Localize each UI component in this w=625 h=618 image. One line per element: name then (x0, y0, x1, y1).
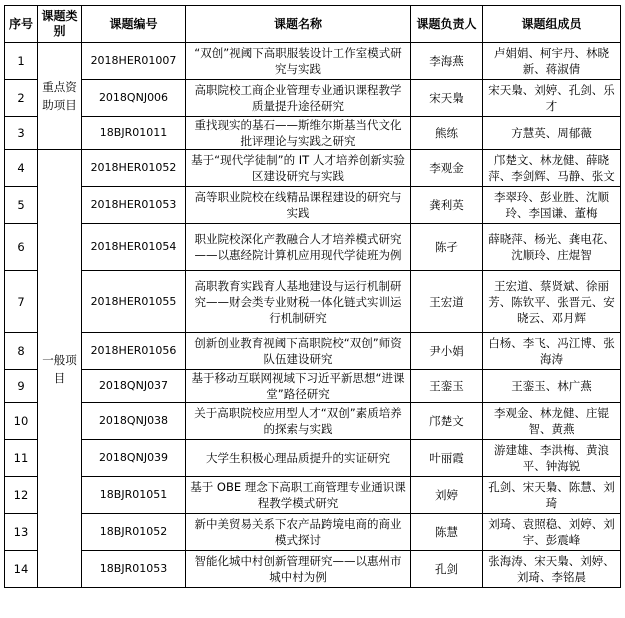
project-members: 卢娟娟、柯宇丹、林晓新、蒋淑倩 (483, 43, 621, 80)
table-row (5, 150, 621, 187)
table-row (5, 370, 621, 403)
project-code: 2018HER01056 (82, 333, 186, 370)
project-members: 孔剑、宋天梟、陈慧、刘琦 (483, 477, 621, 514)
table-row (5, 403, 621, 440)
table-row (5, 514, 621, 551)
row-number: 9 (5, 370, 38, 403)
header-name: 课题名称 (186, 6, 411, 43)
row-number: 7 (5, 271, 38, 333)
project-members: 白杨、李飞、冯江博、张海涛 (483, 333, 621, 370)
project-leader: 李观金 (411, 150, 483, 187)
header-type: 课题类别 (38, 6, 82, 43)
project-name: 高职院校工商企业管理专业通识课程教学质量提升途径研究 (186, 80, 411, 117)
project-members: 王銮玉、林广燕 (483, 370, 621, 403)
project-leader: 熊练 (411, 117, 483, 150)
row-number: 2 (5, 80, 38, 117)
project-name: 大学生积极心理品质提升的实证研究 (186, 440, 411, 477)
project-name: 基于 OBE 理念下高职工商管理专业通识课程教学模式研究 (186, 477, 411, 514)
project-leader: 尹小娟 (411, 333, 483, 370)
project-name: 重找现实的基石——斯维尔斯基当代文化批评理论与实践之研究 (186, 117, 411, 150)
project-members: 方慧英、周郁薇 (483, 117, 621, 150)
project-code: 2018HER01007 (82, 43, 186, 80)
project-members: 刘琦、袁照稳、刘婷、刘宇、彭震峰 (483, 514, 621, 551)
project-members: 宋天梟、刘婷、孔剑、乐才 (483, 80, 621, 117)
header-members: 课题组成员 (483, 6, 621, 43)
project-members: 李翠玲、彭业胜、沈顺玲、李国谦、董梅 (483, 187, 621, 224)
row-number: 5 (5, 187, 38, 224)
table-row (5, 117, 621, 150)
project-members: 王宏道、蔡贤斌、徐丽芳、陈钦平、张晋元、安晓云、邓月辉 (483, 271, 621, 333)
project-code: 18BJR01011 (82, 117, 186, 150)
project-name: 智能化城中村创新管理研究——以惠州市城中村为例 (186, 551, 411, 588)
project-code: 18BJR01053 (82, 551, 186, 588)
row-number: 10 (5, 403, 38, 440)
project-code: 2018QNJ037 (82, 370, 186, 403)
row-number: 6 (5, 224, 38, 271)
row-number: 4 (5, 150, 38, 187)
table-row (5, 440, 621, 477)
project-name: 高等职业院校在线精品课程建设的研究与实践 (186, 187, 411, 224)
table-row (5, 187, 621, 224)
project-code: 2018QNJ039 (82, 440, 186, 477)
project-code: 18BJR01052 (82, 514, 186, 551)
project-code: 2018QNJ038 (82, 403, 186, 440)
project-leader: 陈孑 (411, 224, 483, 271)
project-leader: 叶丽霞 (411, 440, 483, 477)
header-row (5, 6, 621, 43)
header-no: 序号 (5, 6, 38, 43)
project-members: 薛晓萍、杨光、龚电花、沈顺玲、庄焜智 (483, 224, 621, 271)
project-name: 基于“现代学徒制”的 IT 人才培养创新实验区建设研究与实践 (186, 150, 411, 187)
category-general: 一般项目 (38, 150, 82, 588)
project-name: 职业院校深化产教融合人才培养模式研究——以惠经院计算机应用现代学徒班为例 (186, 224, 411, 271)
project-members: 游建雄、李洪梅、黄浪平、钟海锐 (483, 440, 621, 477)
project-members: 邝楚文、林龙健、薛晓萍、李剑辉、马静、张文 (483, 150, 621, 187)
project-members: 张海涛、宋天梟、刘婷、刘琦、李铭晨 (483, 551, 621, 588)
project-code: 18BJR01051 (82, 477, 186, 514)
project-name: “双创”视阈下高职服装设计工作室模式研究与实践 (186, 43, 411, 80)
project-leader: 孔剑 (411, 551, 483, 588)
category-key: 重点资助项目 (38, 43, 82, 150)
row-number: 8 (5, 333, 38, 370)
project-leader: 龚利英 (411, 187, 483, 224)
table-row (5, 43, 621, 80)
row-number: 14 (5, 551, 38, 588)
project-table (4, 5, 621, 588)
header-leader: 课题负责人 (411, 6, 483, 43)
project-leader: 邝楚文 (411, 403, 483, 440)
project-name: 关于高职院校应用型人才“双创”素质培养的探索与实践 (186, 403, 411, 440)
table-row (5, 224, 621, 271)
project-members: 李观金、林龙健、庄锟智、黄燕 (483, 403, 621, 440)
project-name: 创新创业教育视阈下高职院校“双创”师资队伍建设研究 (186, 333, 411, 370)
project-leader: 李海燕 (411, 43, 483, 80)
project-name: 高职教育实践育人基地建设与运行机制研究——财会类专业财税一体化链式实训运行机制研究 (186, 271, 411, 333)
project-leader: 刘婷 (411, 477, 483, 514)
row-number: 3 (5, 117, 38, 150)
table-row (5, 333, 621, 370)
table-row (5, 477, 621, 514)
project-leader: 宋天梟 (411, 80, 483, 117)
project-code: 2018HER01052 (82, 150, 186, 187)
row-number: 12 (5, 477, 38, 514)
project-code: 2018HER01053 (82, 187, 186, 224)
header-code: 课题编号 (82, 6, 186, 43)
project-leader: 王宏道 (411, 271, 483, 333)
project-code: 2018HER01055 (82, 271, 186, 333)
table-row (5, 271, 621, 333)
table-row (5, 551, 621, 588)
project-code: 2018HER01054 (82, 224, 186, 271)
project-leader: 王銮玉 (411, 370, 483, 403)
row-number: 1 (5, 43, 38, 80)
row-number: 13 (5, 514, 38, 551)
row-number: 11 (5, 440, 38, 477)
project-name: 新中美贸易关系下农产品跨境电商的商业模式探讨 (186, 514, 411, 551)
project-name: 基于移动互联网视域下习近平新思想“进课堂”路径研究 (186, 370, 411, 403)
project-leader: 陈慧 (411, 514, 483, 551)
project-code: 2018QNJ006 (82, 80, 186, 117)
table-row (5, 80, 621, 117)
